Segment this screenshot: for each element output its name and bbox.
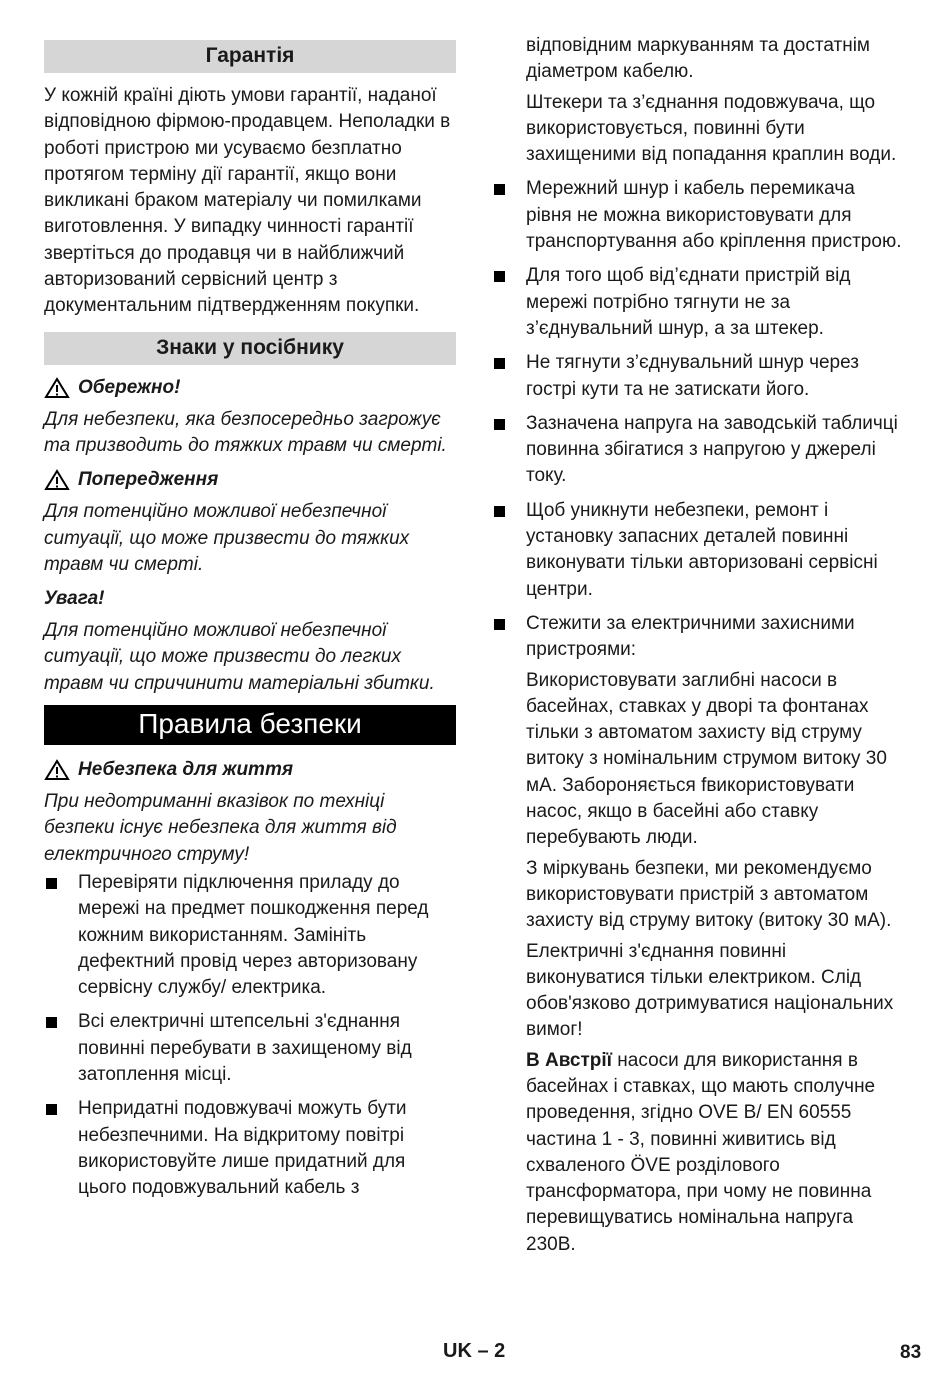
warning-title [44, 467, 456, 493]
warning-triangle-icon [44, 377, 70, 399]
list-item: Не тягнути з’єднувальний шнур через гострі кути та не затискати його. [492, 350, 902, 403]
warning-text: Для потенційно можливої небезпечної ситуації, що може призвести до тяжких травм чи смерті. [44, 501, 410, 575]
safety-heading: Правила безпеки [44, 705, 456, 745]
list-item: Мережний шнур і кабель перемикача рівня не можна використовувати для транспортування або кріплення пристрою. [492, 176, 902, 255]
square-bullet-icon [494, 506, 505, 517]
list-item: Непридатні подовжувачі можуть бути небезпечними. На відкритому повітрі використовуйте лише придатний для цього подовжувальний кабель з [44, 1096, 456, 1201]
danger-title-text: Обережно! [78, 376, 181, 398]
continued-text: відповідним маркуванням та достатнім діаметром кабелю. [526, 35, 870, 83]
square-bullet-icon [494, 184, 505, 195]
square-bullet-icon [46, 1017, 57, 1028]
list-item: Стежити за електричними захисними пристроями: [492, 611, 902, 664]
warranty-text: У кожній країні діють умови гарантії, наданої відповідною фірмою-продавцем. Неполадки в роботі пристрою ми усуваємо безплатно протягом терміну дії гарантії, якщо вони викликані браком матеріалу чи помилками виготовлення. У випадку чинності гарантії звертіться до продавця чи в найближчий авторизований сервісний центр з документальним підтвердженням покупки. [44, 85, 451, 317]
warning-triangle-icon [44, 469, 70, 491]
caution-title: Увага! [44, 588, 105, 610]
list-item: Всі електричні штепсельні з'єднання повинні перебувати в захищеному від затоплення місці. [44, 1009, 456, 1088]
square-bullet-icon [494, 358, 505, 369]
list-item: Для того щоб від’єднати пристрій від мережі потрібно тягнути не за з’єднувальний шнур, а за штекер. [492, 263, 902, 342]
danger-title [44, 375, 456, 401]
electrician-text: Електричні з'єднання повинні виконуватися тільки електриком. Слід обов'язково дотримуватися національних вимог! [526, 940, 894, 1041]
rcd-text: Використовувати заглибні насоси в басейнах, ставках у дворі та фонтанах тільки з автоматом захисту від струму витоку з номінальним струмом витоку 30 мА. Забороняється fвикористовувати насос, якщо в басейні або ставку перебувають люди. [526, 669, 887, 849]
austria-text [492, 1048, 902, 1258]
life-danger-title [44, 757, 456, 783]
right-column [492, 33, 902, 1266]
square-bullet-icon [46, 878, 57, 889]
left-column [44, 40, 456, 1210]
life-danger-text: При недотриманні вказівок по техніці безпеки існує небезпека для життя від електричного струму! [44, 791, 397, 865]
warning-triangle-icon [44, 759, 70, 781]
danger-text: Для небезпеки, яка безпосередньо загрожує та призводить до тяжких травм чи смерті. [44, 408, 447, 456]
square-bullet-icon [494, 619, 505, 630]
list-item: Перевіряти підключення приладу до мережі на предмет пошкодження перед кожним використанням. Замініть дефектний провід через авторизовану сервісну службу/ електрика. [44, 870, 456, 1001]
warranty-heading: Гарантія [44, 40, 456, 73]
life-danger-title-text: Небезпека для життя [78, 759, 294, 781]
continued-text-2: Штекери та з’єднання подовжувача, що використовується, повинні бути захищеними від попадання краплин води. [526, 91, 897, 166]
footer-page-number: 83 [900, 1342, 922, 1363]
footer-lang-page: UK – 2 [443, 1340, 506, 1362]
list-item: Зазначена напруга на заводській табличці повинна збігатися з напругою у джерелі току. [492, 411, 902, 490]
square-bullet-icon [46, 1104, 57, 1115]
recommend-text: З міркувань безпеки, ми рекомендуємо використовувати пристрій з автоматом захисту від струму витоку (витоку 30 мА). [526, 857, 892, 932]
square-bullet-icon [494, 271, 505, 282]
safety-list-left [44, 870, 456, 1202]
austria-rest: насоси для використання в басейнах і ставках, що мають сполучне проведення, згідно OVE B/ EN 60555 частина 1 - 3, повинні живитись від схваленого ÖVE розділового трансформатора, при чому не повинна перевищуватись номінальна напруга 230В. [526, 1049, 876, 1255]
square-bullet-icon [494, 419, 505, 430]
warning-title-text: Попередження [78, 469, 219, 491]
list-item: Щоб уникнути небезпеки, ремонт і установку запасних деталей повинні виконувати тільки авторизовані сервісні центри. [492, 498, 902, 603]
austria-bold: В Австрії [526, 1049, 613, 1071]
caution-text: Для потенційно можливої небезпечної ситуації, що може призвести до легких травм чи спричинити матеріальні збитки. [44, 620, 435, 694]
symbols-heading: Знаки у посібнику [44, 332, 456, 365]
safety-list-right [492, 176, 902, 663]
